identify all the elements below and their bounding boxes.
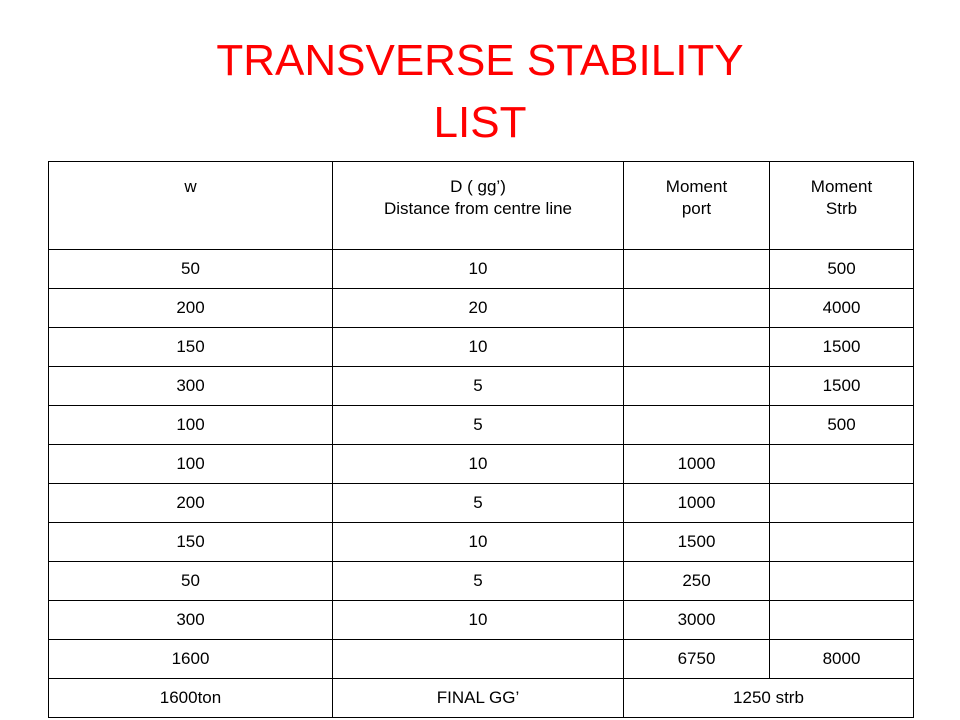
- cell-moment-strb: [770, 562, 914, 601]
- header-moment-port-line-2: port: [681, 199, 712, 218]
- table-row: [49, 484, 914, 523]
- cell-moment-port: 3000: [624, 601, 770, 640]
- final-gg-result: 1250 strb: [624, 679, 914, 718]
- cell-moment-port: [624, 367, 770, 406]
- header-distance-line-2: Distance from centre line: [383, 199, 573, 218]
- final-weight: 1600ton: [49, 679, 333, 718]
- header-moment-port: [624, 162, 770, 250]
- header-moment-port-line-1: Moment: [665, 177, 728, 196]
- table-row: [49, 406, 914, 445]
- cell-moment-strb: 500: [770, 406, 914, 445]
- cell-weight: 300: [49, 601, 333, 640]
- cell-moment-port: 250: [624, 562, 770, 601]
- cell-moment-port: 1500: [624, 523, 770, 562]
- cell-distance: 5: [333, 484, 624, 523]
- cell-moment-port: [624, 328, 770, 367]
- cell-weight: 100: [49, 406, 333, 445]
- cell-weight: 200: [49, 289, 333, 328]
- cell-distance: 10: [333, 601, 624, 640]
- cell-moment-strb: [770, 601, 914, 640]
- cell-moment-port: 1000: [624, 484, 770, 523]
- cell-moment-strb: [770, 445, 914, 484]
- header-moment-strb-line-2: Strb: [825, 199, 858, 218]
- cell-weight: 150: [49, 523, 333, 562]
- totals-row: [49, 640, 914, 679]
- cell-weight: 50: [49, 562, 333, 601]
- cell-moment-strb-total: 8000: [770, 640, 914, 679]
- cell-distance: 10: [333, 445, 624, 484]
- table-row: [49, 289, 914, 328]
- cell-moment-port: [624, 289, 770, 328]
- cell-moment-strb: [770, 484, 914, 523]
- cell-distance: [333, 640, 624, 679]
- table-row: [49, 562, 914, 601]
- final-row: [49, 679, 914, 718]
- header-distance: [333, 162, 624, 250]
- cell-distance: 10: [333, 523, 624, 562]
- cell-distance: 5: [333, 367, 624, 406]
- table-row: [49, 601, 914, 640]
- header-weight-line: w: [184, 177, 197, 196]
- cell-weight-total: 1600: [49, 640, 333, 679]
- final-gg-label: FINAL GG’: [333, 679, 624, 718]
- header-weight: [49, 162, 333, 250]
- cell-moment-port: 1000: [624, 445, 770, 484]
- cell-weight: 100: [49, 445, 333, 484]
- cell-moment-port: [624, 250, 770, 289]
- cell-distance: 5: [333, 406, 624, 445]
- title-line-1: TRANSVERSE STABILITY: [216, 36, 744, 85]
- header-distance-line-1: D ( gg’): [450, 177, 506, 196]
- cell-moment-strb: 500: [770, 250, 914, 289]
- cell-weight: 50: [49, 250, 333, 289]
- cell-weight: 300: [49, 367, 333, 406]
- cell-moment-strb: [770, 523, 914, 562]
- cell-moment-port: [624, 406, 770, 445]
- cell-moment-port-total: 6750: [624, 640, 770, 679]
- cell-moment-strb: 1500: [770, 328, 914, 367]
- table-row: [49, 367, 914, 406]
- title-line-2: LIST: [433, 98, 527, 147]
- cell-weight: 200: [49, 484, 333, 523]
- cell-distance: 20: [333, 289, 624, 328]
- cell-distance: 10: [333, 250, 624, 289]
- stability-table: [48, 161, 914, 718]
- cell-weight: 150: [49, 328, 333, 367]
- table-row: [49, 250, 914, 289]
- table-row: [49, 523, 914, 562]
- cell-moment-strb: 1500: [770, 367, 914, 406]
- header-moment-strb-line-1: Moment: [810, 177, 873, 196]
- table-row: [49, 445, 914, 484]
- cell-distance: 10: [333, 328, 624, 367]
- cell-distance: 5: [333, 562, 624, 601]
- table-header-row: [49, 162, 914, 250]
- table-row: [49, 328, 914, 367]
- cell-moment-strb: 4000: [770, 289, 914, 328]
- header-moment-strb: [770, 162, 914, 250]
